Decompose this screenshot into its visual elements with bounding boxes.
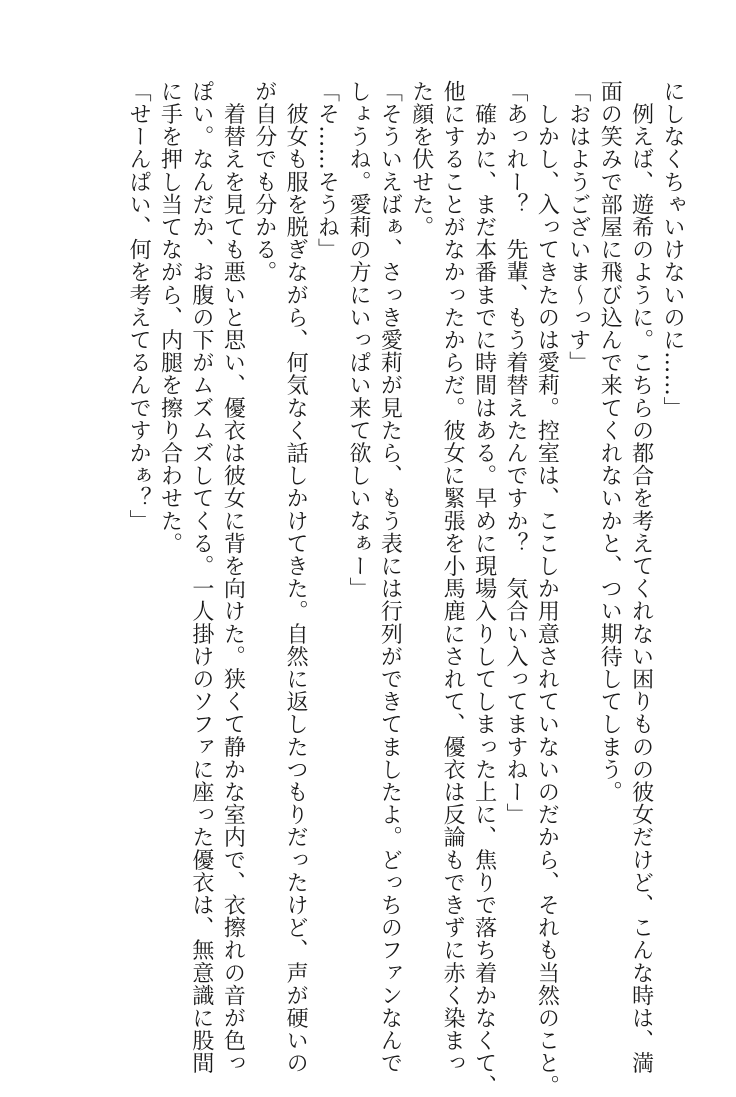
text-line: 「そ……そうね」 <box>314 80 340 261</box>
text-line: しょうね。愛莉の方にいっぱい来て欲しいなぁー」 <box>345 80 371 600</box>
text-line: ぽい。なんだか、お腹の下がムズムズしてくる。一人掛けのソファに座った優衣は、無意識に股間 <box>188 80 214 1075</box>
text-line: た顔を伏せた。 <box>408 80 434 239</box>
text-line: 確かに、まだ本番までに時間はある。早めに現場入りしてしまった上に、焦りで落ち着かなくて、 <box>471 80 497 1097</box>
text-line: にしなくちゃいけないのに……」 <box>660 80 685 419</box>
text-line: 面の笑みで部屋に飛び込んで来てくれないかと、つい期待してしまう。 <box>597 80 623 804</box>
text-line: 「そういえばぁ、さっき愛莉が見たら、もう表には行列ができてましたよ。どっちのファンなんで <box>377 80 403 1075</box>
text-line: 彼女も服を脱ぎながら、何気なく話しかけてきた。自然に返したつもりだったけど、声が硬いの <box>283 80 309 1075</box>
text-line: に手を押し当てながら、内腿を擦り合わせた。 <box>157 80 183 555</box>
text-line: が自分でも分かる。 <box>251 80 277 284</box>
text-line: 着替えを見ても悪いと思い、優衣は彼女に背を向けた。狭くて静かな室内で、衣擦れの音が色っ <box>220 80 246 1075</box>
text-line: 「せーんぱい、何を考えてるんですかぁ？」 <box>126 80 152 532</box>
vertical-text-block <box>123 80 688 1097</box>
text-line: 「おはようございま～っす」 <box>565 80 591 374</box>
text-line: しかし、入ってきたのは愛莉。控室は、ここしか用意されていないのだから、それも当然のこと。 <box>534 80 560 1097</box>
text-line: 他にすることがなかったからだ。彼女に緊張を小馬鹿にされて、優衣は反論もできずに赤く染まっ <box>440 80 466 1075</box>
text-line: 例えば、遊希のように。こちらの都合を考えてくれない困りものの彼女だけど、こんな時は、満 <box>628 80 654 1075</box>
text-line: 「あっれー？ 先輩、もう着替えたんですか？ 気合い入ってますねー」 <box>502 80 528 826</box>
